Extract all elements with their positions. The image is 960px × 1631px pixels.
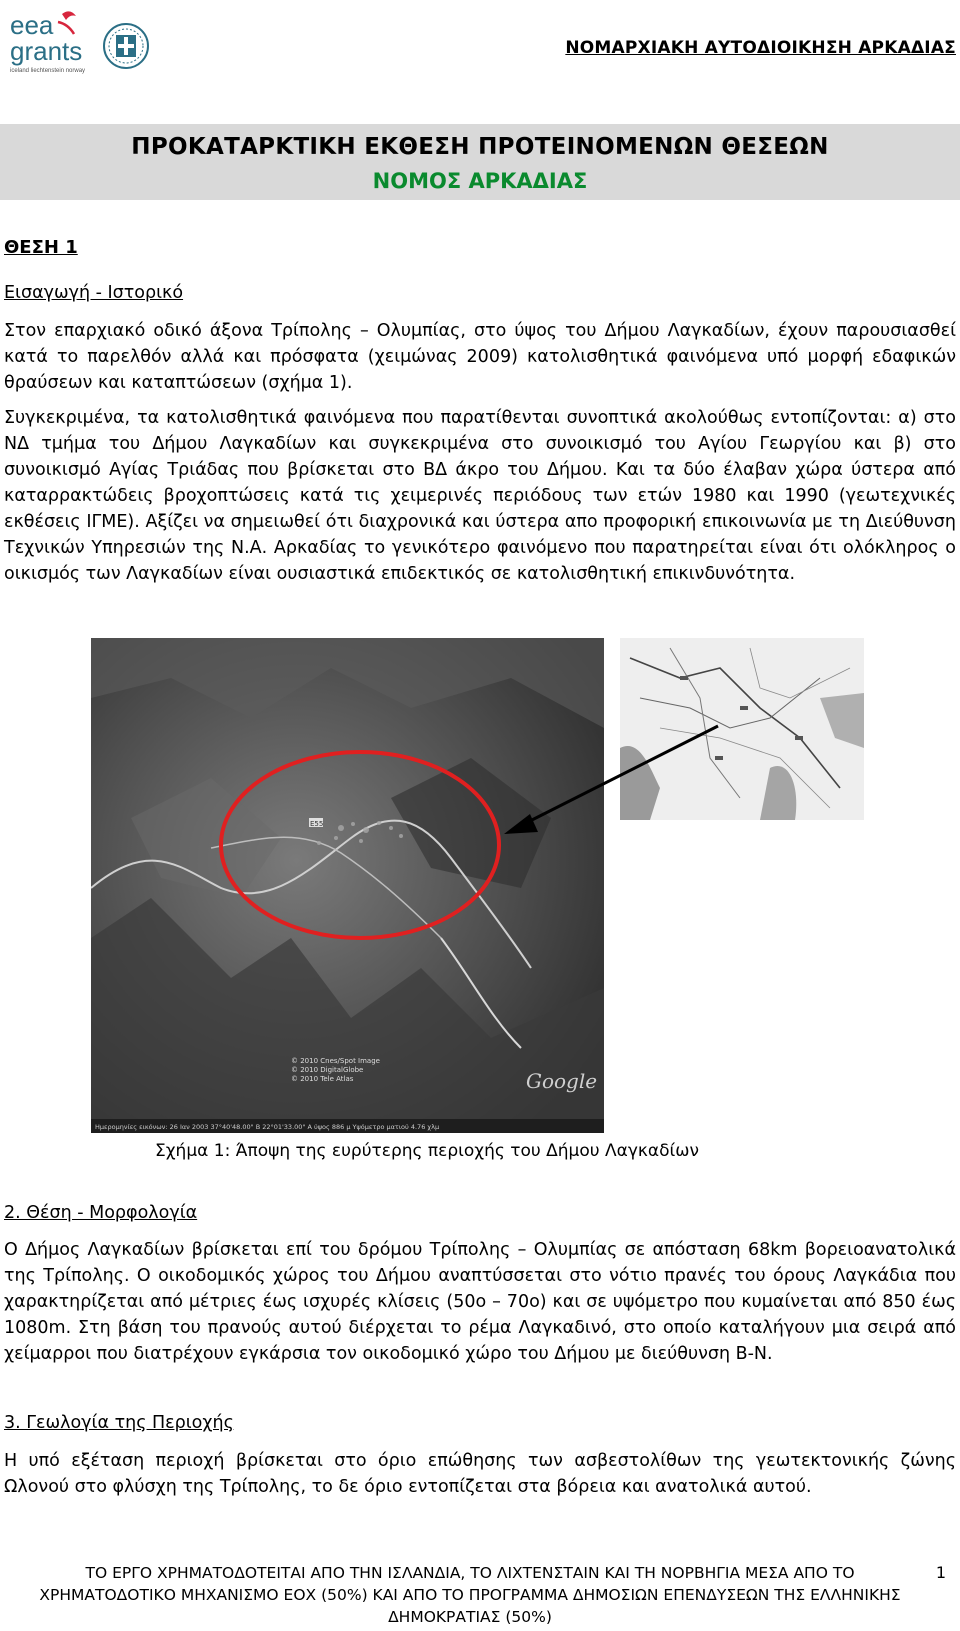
report-subtitle: ΝΟΜΟΣ ΑΡΚΑΔΙΑΣ <box>372 169 588 193</box>
road-label: E55 <box>310 820 324 828</box>
logo-tagline: iceland liechtenstein norway <box>10 68 86 74</box>
position-heading: ΘΕΣΗ 1 <box>4 237 78 258</box>
geology-heading: 3. Γεωλογία της Περιοχής <box>4 1413 234 1433</box>
report-title: ΠΡΟΚΑΤΑΡΚΤΙΚΗ ΕΚΘΕΣΗ ΠΡΟΤΕΙΝΟΜΕΝΩΝ ΘΕΣΕΩΝ <box>131 134 829 160</box>
copyright-line-1: © 2010 Cnes/Spot Image <box>291 1057 380 1065</box>
figure-caption: Σχήμα 1: Άποψη της ευρύτερης περιοχής του Δήμου Λαγκαδίων <box>155 1141 700 1161</box>
intro-paragraph-2: Συγκεκριμένα, τα κατολισθητικά φαινόμενα που παρατίθενται συνοπτικά ακολούθως εντοπίζονται: α) στο ΝΔ τμήμα του Δήμου Λαγκαδίων και συγκεκριμένα στο συνοικισμό του Αγίου Γεωργίου και β) στο συνοικισμό Αγίας Τριάδας που βρίσκεται στο ΒΔ άκρο του Δήμου. Και τα δύο έλαβαν χώρα ύστερα από καταρρακτώδεις βροχοπτώσεις κατά τις χειμερινές περιόδους των ετών 1980 και 1990 (γεωτεχνικές εκθέσεις ΙΓΜΕ). Αξίζει να σημειωθεί ότι διαχρονικά και ύστερα απο προφορική επικοινωνία με τη Διεύθυνση Τεχνικών Υπηρεσιών της Ν.Α. Αρκαδίας το γενικότερο φαινόμενο που παρατηρείται είναι ότι ολόκληρος ο οικισμός των Λαγκαδίων είναι ουσιαστικά επιδεκτικός σε κατολισθητική επικινδυνότητα. <box>4 408 956 584</box>
logo-swoosh-icon <box>62 11 76 20</box>
prefecture-header: ΝΟΜΑΡΧΙΑΚΗ ΑΥΤΟΔΙΟΙΚΗΣΗ ΑΡΚΑΔΙΑΣ <box>565 38 956 58</box>
google-watermark: Google <box>526 1069 598 1093</box>
eea-grants-logo <box>8 8 158 76</box>
pointer-arrow-icon <box>500 720 730 840</box>
copyright-line-2: © 2010 DigitalGlobe <box>291 1066 364 1074</box>
intro-heading: Εισαγωγή - Ιστορικό <box>4 283 184 303</box>
report-banner <box>0 124 960 200</box>
funding-footer: ΤΟ ΕΡΓΟ ΧΡΗΜΑΤΟΔΟΤΕΙΤΑΙ ΑΠΟ ΤΗΝ ΙΣΛΑΝΔΙΑ, ΤΟ ΛΙΧΤΕΝΣΤΑΙΝ ΚΑΙ ΤΗ ΝΟΡΒΗΓΙΑ ΜΕΣΑ ΑΠΟ ΤΟ ΧΡΗΜΑΤΟΔΟΤΙΚΟ ΜΗΧΑΝΙΣΜΟ ΕΟΧ (50%) ΚΑΙ ΑΠΟ ΤΟ ΠΡΟΓΡΑΜΜΑ ΔΗΜΟΣΙΩΝ ΕΠΕΝΔΥΣΕΩΝ ΤΗΣ ΕΛΛΗΝΙΚΗΣ ΔΗΜΟΚΡΑΤΙΑΣ (50%) <box>39 1564 901 1626</box>
satellite-image-graphic <box>91 638 604 1133</box>
intro-paragraph-1: Στον επαρχιακό οδικό άξονα Τρίπολης – Ολυμπίας, στο ύψος του Δήμου Λαγκαδίων, έχουν παρουσιασθεί κατά το παρελθόν αλλά και πρόσφατα (χειμώνας 2009) κατολισθητικά φαινόμενα υπό μορφή εδαφικών θραύσεων και καταπτώσεων (σχήμα 1). <box>4 321 956 393</box>
geology-paragraph: Η υπό εξέταση περιοχή βρίσκεται στο όριο επώθησης των ασβεστολίθων της γεωτεκτονικής ζώνης Ωλονού στο φλύσχη της Τρίπολης, το δε όριο εντοπίζεται στα βόρεια και ανατολικά αυτού. <box>4 1451 956 1497</box>
greek-emblem-icon <box>104 24 148 68</box>
eea-grants-logo-graphic <box>8 8 158 76</box>
image-status-bar: Ημερομηνίες εικόνων: 26 Ιαν 2003 37°40'48.00" Β 22°01'33.00" Α ύψος 886 μ Υψόμετρο ματιού 4.76 χλμ <box>95 1123 440 1131</box>
copyright-line-3: © 2010 Tele Atlas <box>291 1075 354 1083</box>
page-number: 1 <box>935 1563 946 1582</box>
logo-grants-text: grants <box>10 36 83 66</box>
satellite-image <box>91 638 604 1133</box>
logo-eea-text: eea <box>10 10 54 40</box>
location-heading: 2. Θέση - Μορφολογία <box>4 1203 198 1223</box>
location-paragraph: Ο Δήμος Λαγκαδίων βρίσκεται επί του δρόμου Τρίπολης – Ολυμπίας σε απόσταση 68km βορειοανατολικά της Τρίπολης. Ο οικοδομικός χώρος του Δήμου αναπτύσσεται στο νότιο πρανές του όρους Λαγκάδια που χαρακτηρίζεται από μέτριες έως ισχυρές κλίσεις (50ο – 70ο) και σε υψόμετρο που κυμαίνεται από 850 έως 1080m. Στη βάση του πρανούς αυτού διέρχεται το ρέμα Λαγκαδινό, στο οποίο καταλήγουν μια σειρά από χείμαρροι που διατρέχουν εγκάρσια τον οικοδομικό χώρο του Δήμου με διεύθυνση Β-Ν. <box>4 1240 956 1364</box>
